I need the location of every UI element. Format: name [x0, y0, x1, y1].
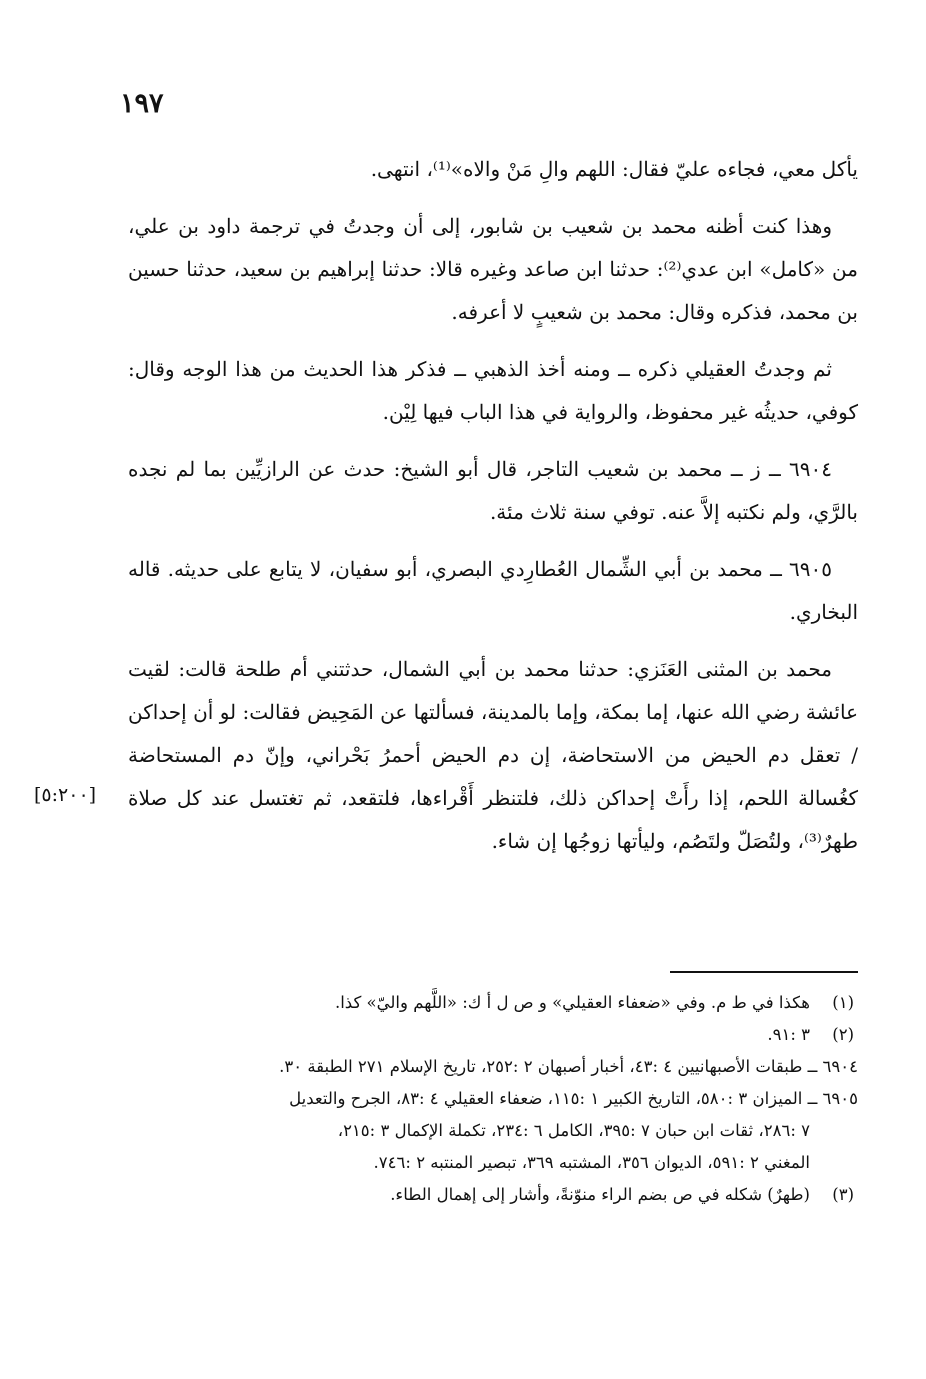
footnotes	[128, 987, 858, 1211]
manuscript-reference: [٥:٢٠٠]	[34, 784, 97, 806]
main-text	[128, 148, 858, 877]
footnote	[128, 987, 858, 1019]
paragraph: وهذا كنت أظنه محمد بن شعيب بن شابور، إلى أن وجدتُ في ترجمة داود بن علي، من «كامل» ابن عدي⁽²⁾: حدثنا ابن صاعد وغيره قالا: حدثنا إبراهيم بن سعيد، حدثنا حسين بن محمد، فذكره وقال: محمد بن شعيبٍ لا أعرفه.	[128, 214, 858, 324]
paragraph: محمد بن المثنى العَنَزي: حدثنا محمد بن أبي الشمال، حدثتني أم طلحة قالت: لقيت عائشة رضي الله عنها، إما بمكة، وإما بالمدينة، فسألتها عن المَحِيض فقالت: لو أن إحداكن / تعقل دم الحيض من الاستحاضة، إن دم الحيض أحمرُ بَحْراني، وإنّ دم المستحاضة كغُسالة اللحم، إذا رأَتْ إحداكن ذلك، فلتنظر أَقْراءها، فلتقعد، ثم تغتسل عند كل صلاة طهرٌ⁽³⁾، ولتُصَلّ ولتَصُم، وليأتها زوجُها إن شاء.	[128, 657, 858, 853]
source-note-continued: المغني ٢ :٥٩١، الديوان ٣٥٦، المشتبه ٣٦٩، تبصير المنتبه ٢ :٧٤٦.	[373, 1153, 810, 1172]
entry-6905: ٦٩٠٥ ــ محمد بن أبي الشِّمال العُطارِدي البصري، أبو سفيان، لا يتابع على حديثه. قاله البخاري.	[128, 557, 858, 624]
footnote-number: (١)	[832, 993, 854, 1012]
page-number: ١٩٧	[120, 88, 164, 119]
source-note: ٦٩٠٤ ــ طبقات الأصبهانيين ٤ :٤٣، أخبار أصبهان ٢ :٢٥٢، تاريخ الإسلام ٢٧١ الطبقة ٣٠.	[279, 1057, 858, 1076]
footnote-text: هكذا في ط م. وفي «ضعفاء العقيلي» و ص ل أ ك: «اللَّهم واليّ» كذا.	[334, 993, 810, 1012]
footnote-text: ٣ :٩١.	[767, 1025, 810, 1044]
source-note-continued: ٧ :٢٨٦، ثقات ابن حبان ٧ :٣٩٥، الكامل ٦ :٢٣٤، تكملة الإكمال ٣ :٢١٥،	[337, 1121, 810, 1140]
footnote	[128, 1019, 858, 1051]
paragraph: يأكل معي، فجاءه عليّ فقال: اللهم والِ مَنْ والاه»⁽¹⁾، انتهى.	[370, 157, 858, 181]
footnote-number: (٣)	[832, 1185, 854, 1204]
paragraph: ثم وجدتُ العقيلي ذكره ــ ومنه أخذ الذهبي ــ فذكر هذا الحديث من هذا الوجه وقال: كوفي، حديثُه غير محفوظ، والرواية في هذا الباب فيها لِيْن.	[128, 357, 858, 424]
footnote	[128, 1179, 858, 1211]
footnote-text: (طهرٌ) شكله في ص بضم الراء منوّنةً، وأشار إلى إهمال الطاء.	[390, 1185, 810, 1204]
entry-6904: ٦٩٠٤ ــ ز ــ محمد بن شعيب التاجر، قال أبو الشيخ: حدث عن الرازيِّين بما لم نجده بالرَّي، ولم نكتبه إلاَّ عنه. توفي سنة ثلاث مئة.	[128, 457, 858, 524]
source-note: ٦٩٠٥ ــ الميزان ٣ :٥٨٠، التاريخ الكبير ١ :١١٥، ضعفاء العقيلي ٤ :٨٣، الجرح والتعديل	[289, 1089, 858, 1108]
footnote-divider	[670, 971, 858, 973]
footnote-number: (٢)	[832, 1025, 854, 1044]
